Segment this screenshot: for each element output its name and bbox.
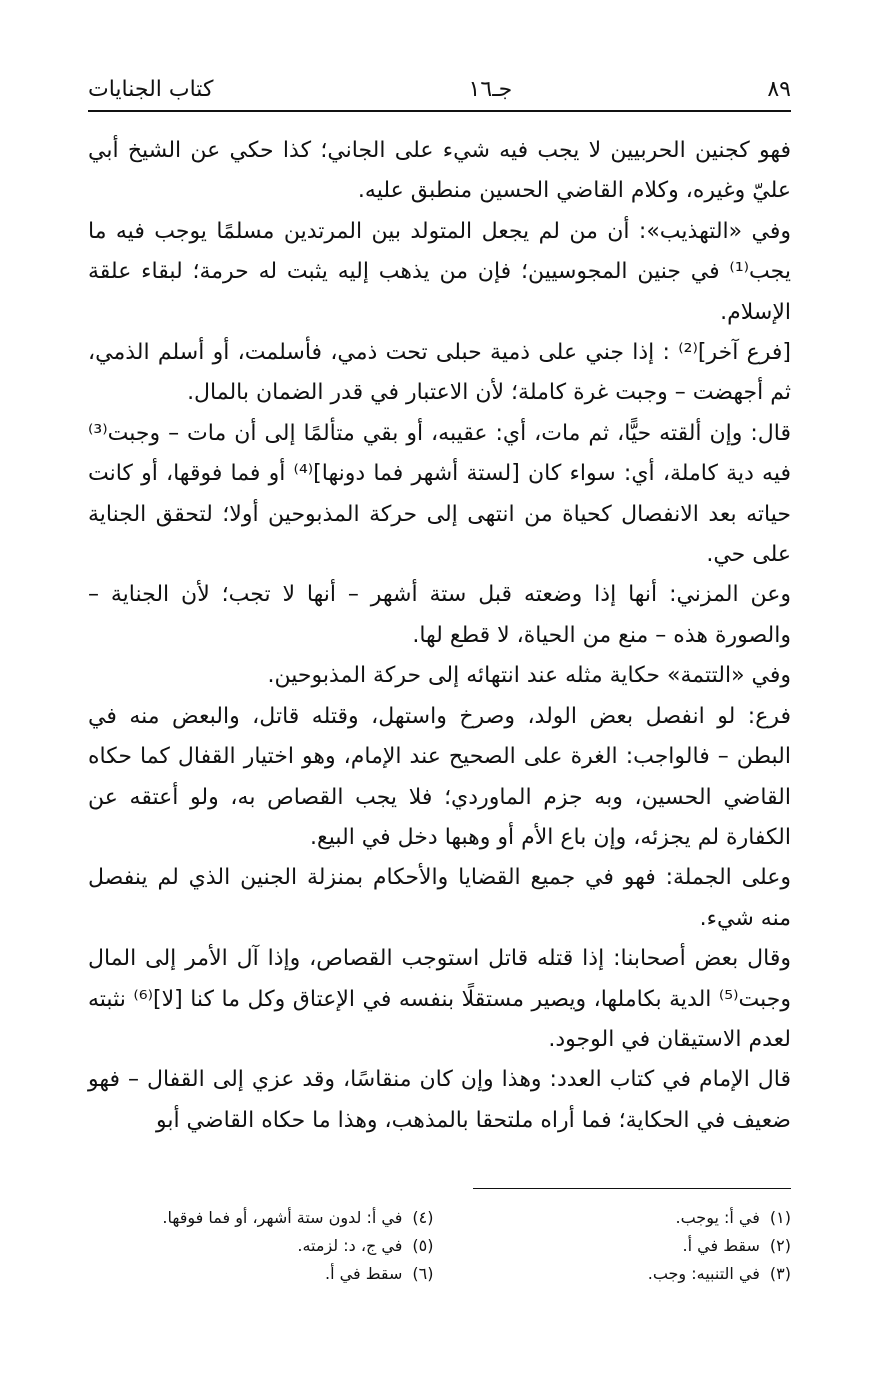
footnote-text: سقط في أ.: [325, 1264, 403, 1283]
running-header: [88, 64, 791, 104]
footnote: [88, 1260, 434, 1288]
footnote-text: في أ: يوجب.: [675, 1208, 760, 1227]
paragraph: وعن المزني: أنها إذا وضعته قبل ستة أشهر – أنها لا تجب؛ لأن الجناية – والصورة هذه – منع من الحياة، لا قطع لها.: [88, 582, 791, 648]
footnotes: [88, 1204, 791, 1288]
paragraph: وفي «التتمة» حكاية مثله عند انتهائه إلى حركة المذبوحين.: [267, 663, 791, 689]
footnote-number: (٢): [769, 1236, 791, 1255]
paragraph: قال الإمام في كتاب العدد: وهذا وإن كان منقاسًا، وقد عزي إلى القفال – فهو ضعيف في الحكاية؛ فما أراه ملتحقا بالمذهب، وهذا ما حكاه القاضي أبو: [88, 1067, 791, 1133]
footnote-separator: [473, 1188, 791, 1189]
paragraph: وفي «التهذيب»: أن من لم يجعل المتولد بين المرتدين مسلمًا يوجب فيه ما يجب⁽¹⁾ في جنين المجوسيين؛ فإن من يذهب إليه يثبت له حرمة؛ لبقاء علقة الإسلام.: [88, 218, 791, 325]
footnote: [88, 1204, 434, 1232]
footnote-text: سقط في أ.: [682, 1236, 760, 1255]
paragraph: فهو كجنين الحربيين لا يجب فيه شيء على الجاني؛ كذا حكي عن الشيخ أبي عليّ وغيره، وكلام القاضي الحسين منطبق عليه.: [88, 138, 791, 204]
footnote: [446, 1204, 792, 1232]
footnote: [88, 1232, 434, 1260]
main-text: [88, 131, 791, 1141]
paragraph: وقال بعض أصحابنا: إذا قتله قاتل استوجب القصاص، وإذا آل الأمر إلى المال وجبت⁽⁵⁾ الدية بكاملها، ويصير مستقلًا بنفسه في الإعتاق وكل ما كنا [لا]⁽⁶⁾ نثبته لعدم الاستيقان في الوجود.: [88, 946, 791, 1052]
footnote-number: (٤): [412, 1208, 434, 1227]
paragraph: فرع: لو انفصل بعض الولد، وصرخ واستهل، وقتله قاتل، والبعض منه في البطن – فالواجب: الغرة على الصحيح عند الإمام، وهو اختيار القفال كما حكاه القاضي الحسين، وبه جزم الماوردي؛ فلا يجب القصاص به، ولو أعتقه عن الكفارة لم يجزئه، وإن باع الأم أو وهبها دخل في البيع.: [88, 703, 791, 850]
footnote: [446, 1260, 792, 1288]
page-number: ٨٩: [767, 77, 791, 102]
footnote-number: (٦): [412, 1264, 434, 1283]
footnotes-left-column: [88, 1204, 446, 1288]
footnote-number: (٥): [412, 1236, 434, 1255]
footnote: [446, 1232, 792, 1260]
footnote-text: في ج، د: لزمته.: [297, 1236, 403, 1255]
footnote-number: (١): [769, 1208, 791, 1227]
footnote-text: في أ: لدون ستة أشهر، أو فما فوقها.: [162, 1208, 403, 1227]
footnotes-right-column: [446, 1204, 792, 1288]
paragraph: قال: وإن ألقته حيًّا، ثم مات، أي: عقيبه، أو بقي متألمًا إلى أن مات – وجبت⁽³⁾ فيه دية كاملة، أي: سواء كان [لستة أشهر فما دونها]⁽⁴⁾ أو فما فوقها، أو كانت حياته بعد الانفصال كحياة من انتهى إلى حركة المذبوحين أولا؛ لتحقق الجناية على حي.: [88, 420, 791, 568]
footnote-text: في التنبيه: وجب.: [647, 1264, 760, 1283]
paragraph: وعلى الجملة: فهو في جميع القضايا والأحكام بمنزلة الجنين الذي لم ينفصل منه شيء.: [88, 865, 791, 931]
paragraph: [فرع آخر]⁽²⁾ : إذا جني على ذمية حبلى تحت ذمي، فأسلمت، أو أسلم الذمي، ثم أجهضت – وجبت غرة كاملة؛ لأن الاعتبار في قدر الضمان بالمال.: [88, 340, 791, 406]
header-rule: [88, 110, 791, 112]
volume-number: جـ١٦: [468, 77, 513, 102]
book-title: كتاب الجنايات: [88, 77, 214, 102]
footnote-number: (٣): [769, 1264, 791, 1283]
